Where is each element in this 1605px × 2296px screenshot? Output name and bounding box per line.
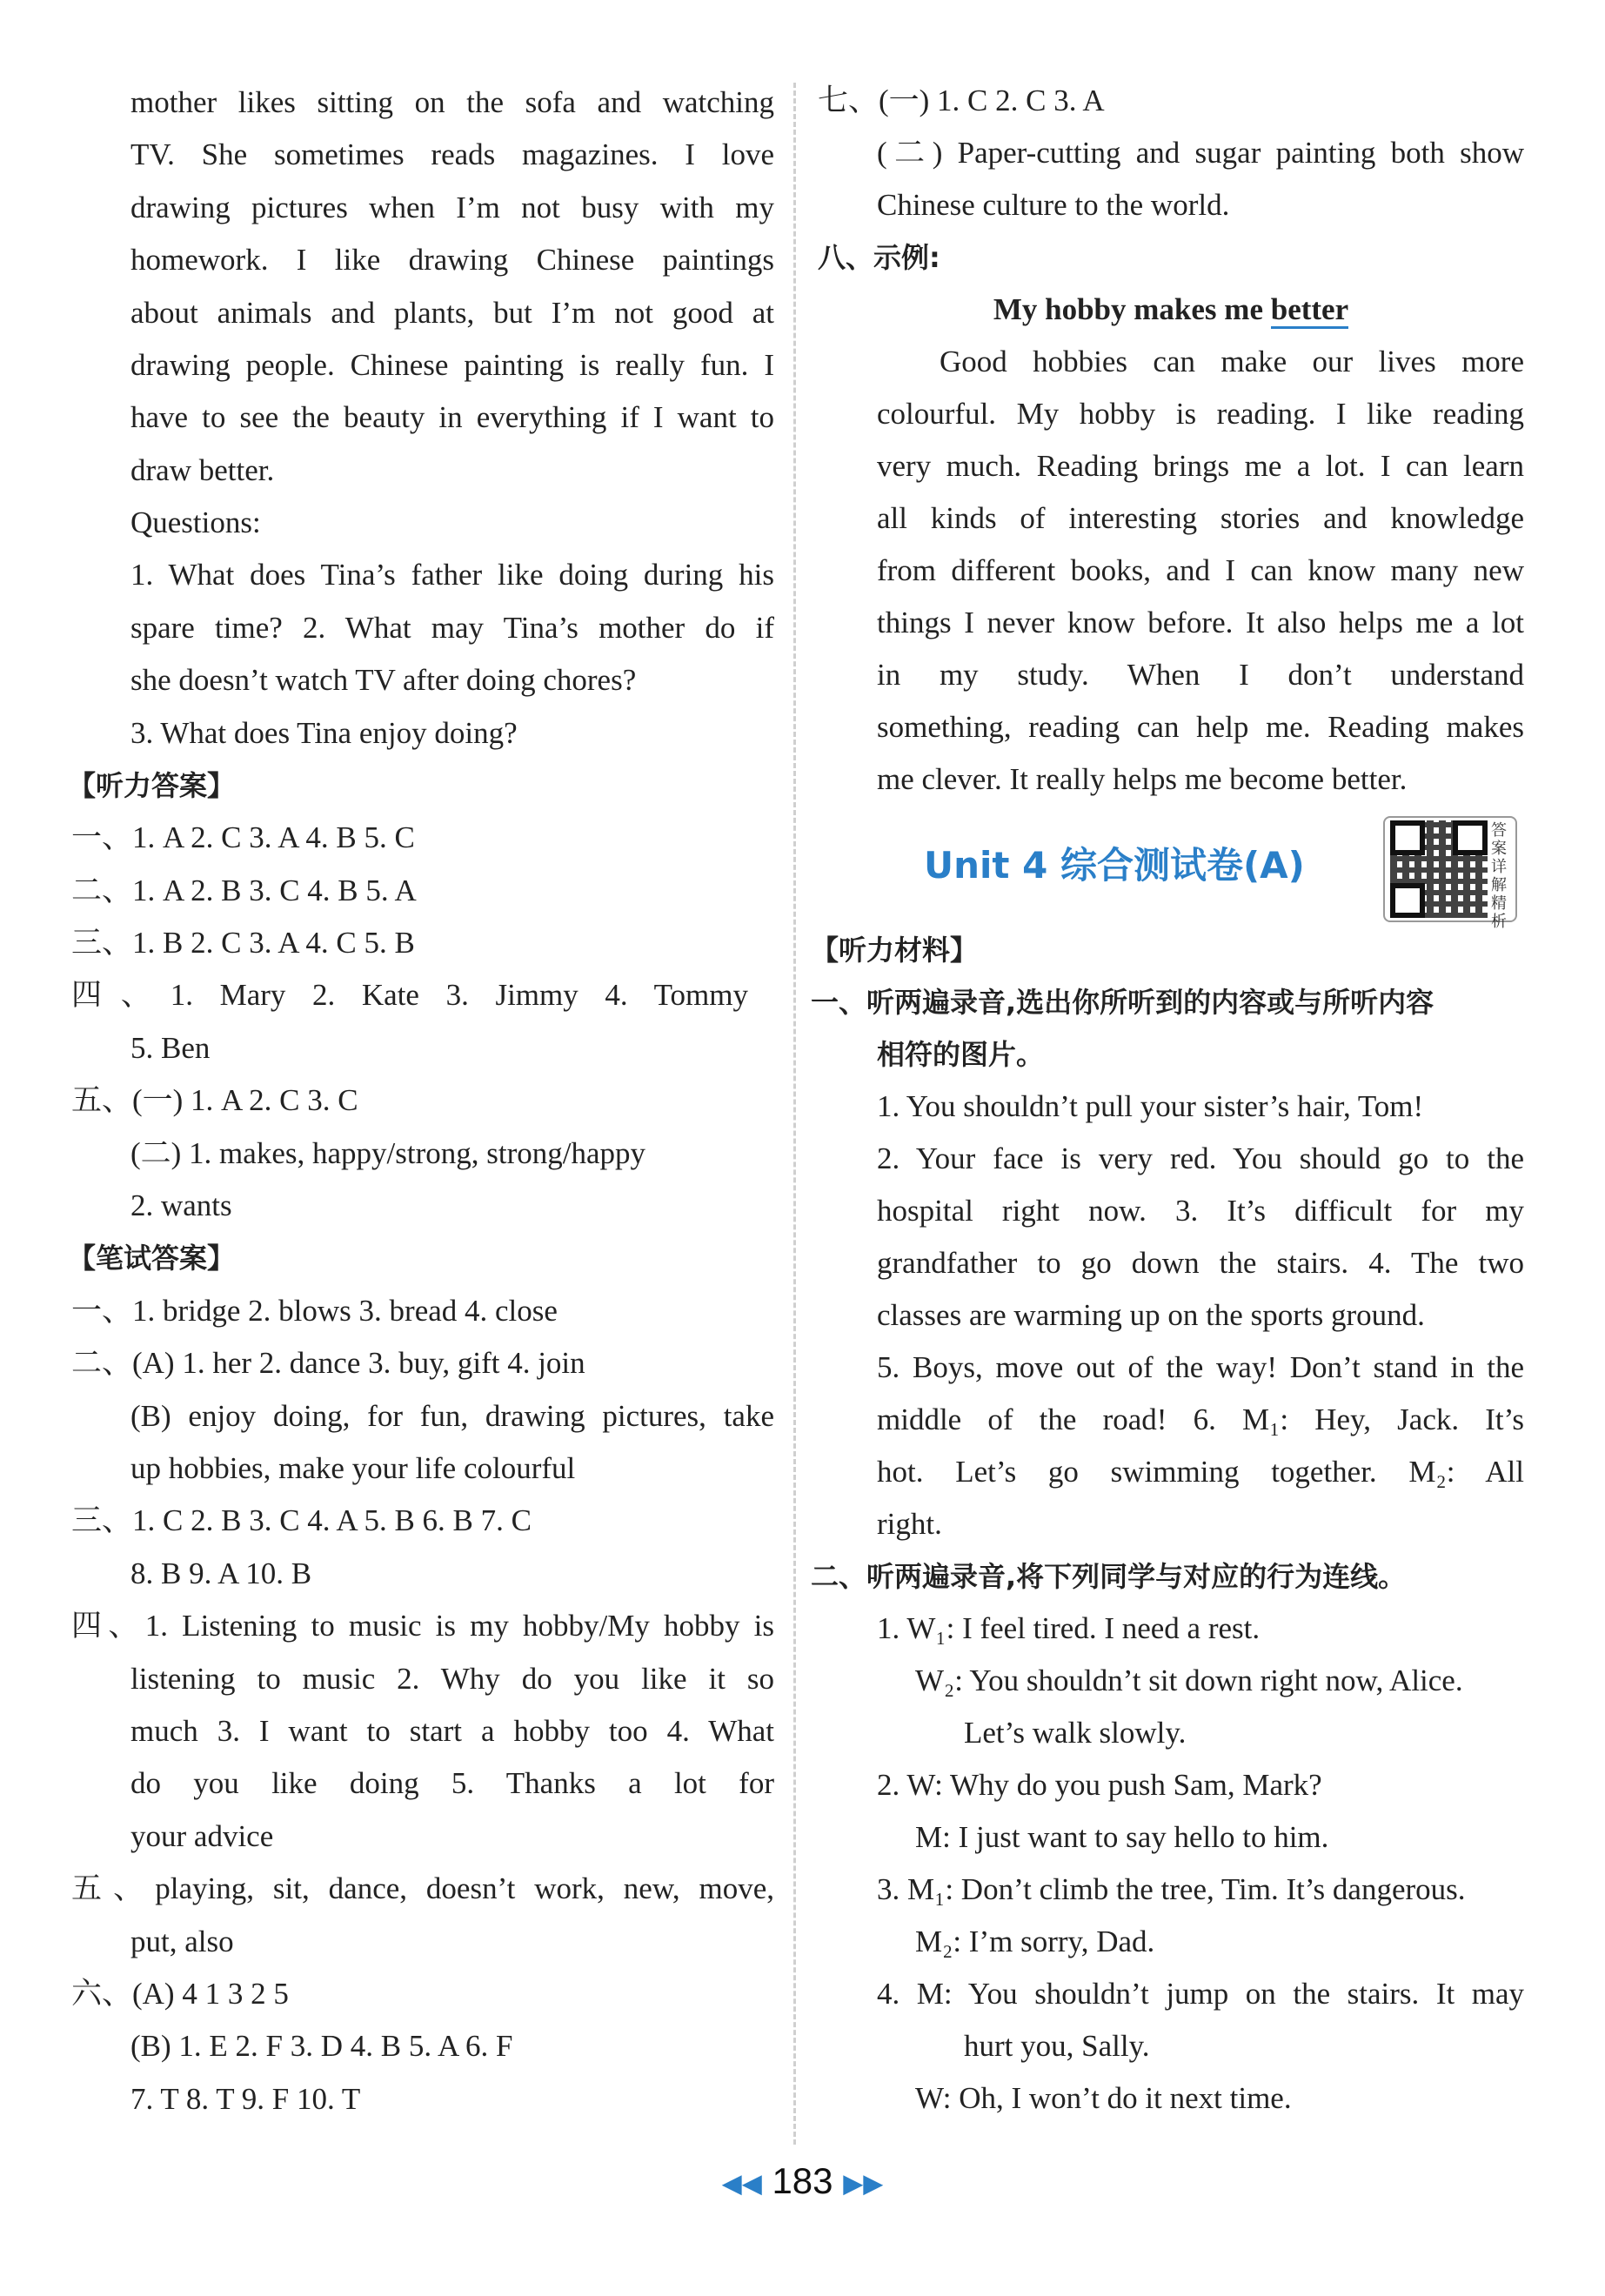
text-line: about animals and plants, but I’m not good at [130,296,774,330]
section-instruction: 相符的图片。 [877,1038,1045,1071]
answer-line: 三、1. B 2. C 3. A 4. C 5. B [71,926,415,960]
essay-title [818,284,1524,336]
script-line: hot. Let’s go swimming together. M₂: All [877,1455,1524,1489]
answer-line: 三、1. C 2. B 3. C 4. A 5. B 6. B 7. C [71,1503,532,1537]
script-line: 2. Your face is very red. You should go to the [877,1141,1524,1175]
script-line: M: I just want to say hello to him. [915,1820,1329,1854]
answer-line: up hobbies, make your life colourful [130,1451,576,1485]
question-line: 3. What does Tina enjoy doing? [130,716,518,750]
script-line: classes are warming up on the sports ground. [877,1298,1425,1332]
answer-line: Chinese culture to the world. [877,188,1230,222]
script-line: hurt you, Sally. [964,2029,1150,2063]
answer-line: 7. T 8. T 9. F 10. T [130,2082,361,2116]
script-line: 4. M: You shouldn’t jump on the stairs. It may [877,1977,1524,2011]
text-line: TV. She sometimes reads magazines. I love [130,137,774,171]
essay-line: things I never know before. It also helps me a lot [877,606,1524,639]
essay-line: in my study. When I don’t understand [877,658,1524,692]
essay-title-text: My hobby makes me [993,292,1271,326]
script-line: middle of the road! 6. M₁: Hey, Jack. It’s [877,1402,1524,1436]
answer-line: 四、1. Mary 2. Kate 3. Jimmy 4. Tommy [71,978,748,1012]
essay-line: colourful. My hobby is reading. I like reading [877,397,1524,431]
text-line: homework. I like drawing Chinese paintings [130,243,774,277]
written-answers-heading: 【笔试答案】 [68,1242,236,1275]
answer-line: (B) enjoy doing, for fun, drawing pictures, take [130,1399,774,1433]
script-line: 1. W₁: I feel tired. I need a rest. [877,1611,1261,1645]
script-line: 2. W: Why do you push Sam, Mark? [877,1768,1322,1802]
answer-line: 六、(A) 4 1 3 2 5 [71,1977,289,2011]
qr-corner-icon [1390,883,1425,918]
answer-line: 五、(一) 1. A 2. C 3. C [71,1083,358,1117]
answer-line: 七、(一) 1. C 2. C 3. A [818,84,1105,117]
answer-line: 2. wants [130,1188,232,1222]
questions-label: Questions: [130,505,261,539]
sample-label: 八、示例: [818,241,940,274]
answer-line: 8. B 9. A 10. B [130,1556,312,1590]
answer-line: 一、1. A 2. C 3. A 4. B 5. C [71,820,415,854]
essay-line: very much. Reading brings me a lot. I can learn [877,449,1524,483]
text-line: draw better. [130,453,275,487]
answer-line: 二、1. A 2. B 3. C 4. B 5. A [71,874,417,907]
qr-corner-icon [1453,820,1488,855]
answer-line: (B) 1. E 2. F 3. D 4. B 5. A 6. F [130,2029,513,2063]
question-line: 1. What does Tina’s father like doing during his [130,558,774,592]
script-line: hospital right now. 3. It’s difficult for my [877,1194,1524,1228]
page-footer [0,2160,1605,2202]
script-line: M₂: I’m sorry, Dad. [915,1924,1155,1958]
section-instruction: 二、听两遍录音,将下列同学与对应的行为连线。 [811,1560,1407,1593]
answer-line: 五、playing, sit, dance, doesn’t work, new, move, [71,1871,774,1905]
answer-line: 一、1. bridge 2. blows 3. bread 4. close [71,1294,558,1328]
answer-line: much 3. I want to start a hobby too 4. What [130,1714,774,1748]
question-line: spare time? 2. What may Tina’s mother do if [130,611,774,645]
unit-title: Unit 4 综合测试卷(A) [924,844,1305,887]
answer-line: 四、1. Listening to music is my hobby/My hobby is [71,1609,774,1643]
prev-page-icon[interactable]: ◀◀ [721,2169,762,2199]
answer-line: 5. Ben [130,1031,211,1065]
answer-line: (二) 1. makes, happy/strong, strong/happy [130,1136,645,1170]
listening-answers-heading: 【听力答案】 [68,769,236,802]
qr-code[interactable] [1383,816,1517,931]
script-line: W₂: You shouldn’t sit down right now, Alice. [915,1663,1463,1697]
answer-line: put, also [130,1924,234,1958]
text-line: drawing pictures when I’m not busy with my [130,191,774,224]
section-instruction: 一、听两遍录音,选出你所听到的内容或与所听内容 [811,986,1434,1019]
essay-line: from different books, and I can know many new [877,553,1524,587]
qr-label: 答案详解精析 [1491,821,1507,931]
answer-line: do you like doing 5. Thanks a lot for [130,1766,774,1800]
script-line: 5. Boys, move out of the way! Don’t stand in the [877,1350,1524,1384]
essay-title-underlined: better [1271,292,1348,329]
answer-line: (二) Paper-cutting and sugar painting both show [877,136,1524,170]
next-page-icon[interactable]: ▶▶ [843,2169,884,2199]
script-line: 3. M₁: Don’t climb the tree, Tim. It’s dangerous. [877,1872,1466,1906]
answer-line: listening to music 2. Why do you like it so [130,1662,774,1696]
essay-line: Good hobbies can make our lives more [940,345,1524,378]
script-line: right. [877,1507,942,1541]
script-line: 1. You shouldn’t pull your sister’s hair, Tom! [877,1089,1424,1123]
text-line: have to see the beauty in everything if I want to [130,400,774,434]
page-number: 183 [772,2160,833,2201]
listening-material-heading: 【听力材料】 [811,934,979,967]
text-line: mother likes sitting on the sofa and watching [130,85,774,119]
essay-line: all kinds of interesting stories and knowledge [877,501,1524,535]
script-line: W: Oh, I won’t do it next time. [915,2081,1292,2115]
answer-line: 二、(A) 1. her 2. dance 3. buy, gift 4. join [71,1346,585,1380]
qr-corner-icon [1390,820,1425,855]
essay-line: something, reading can help me. Reading makes [877,710,1524,744]
answer-line: your advice [130,1819,274,1853]
column-divider [793,83,796,2145]
question-line: she doesn’t watch TV after doing chores? [130,663,637,697]
essay-line: me clever. It really helps me become better. [877,762,1408,796]
script-line: Let’s walk slowly. [964,1716,1187,1750]
script-line: grandfather to go down the stairs. 4. The two [877,1246,1524,1280]
text-line: drawing people. Chinese painting is really fun. I [130,348,774,382]
